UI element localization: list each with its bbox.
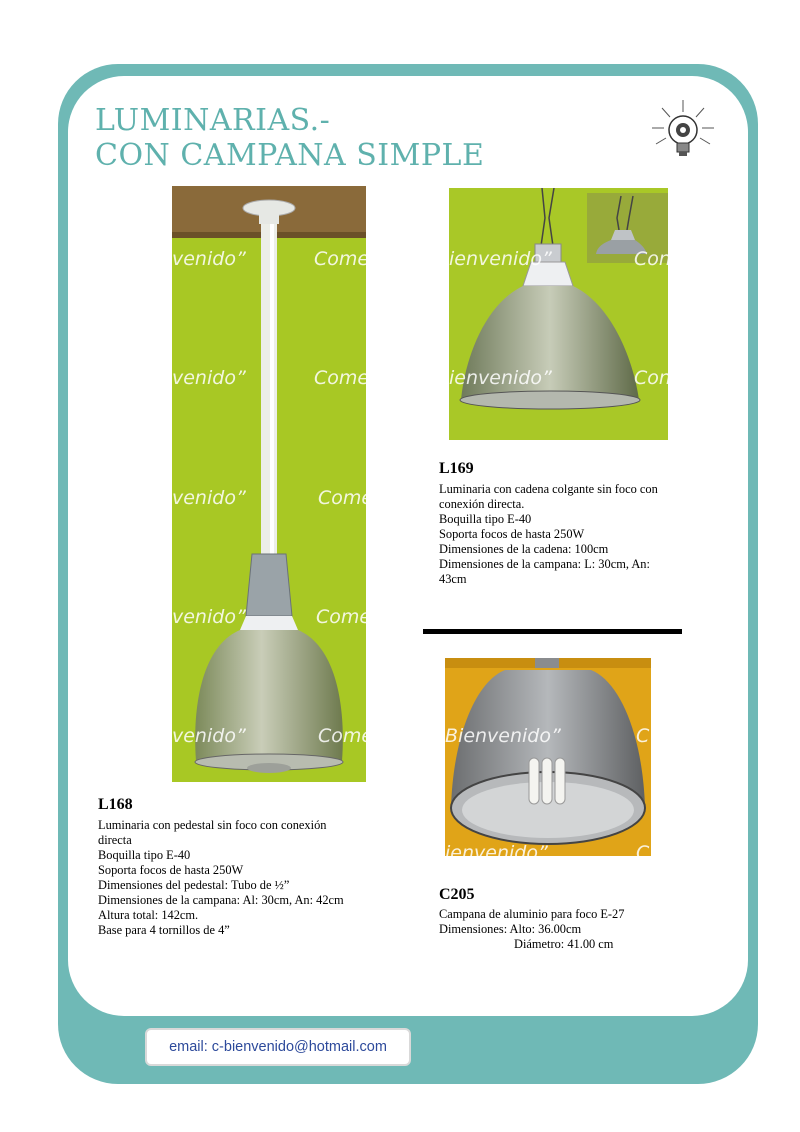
section-divider (423, 629, 682, 634)
product-code-c205: C205 (439, 886, 475, 903)
product-code-l169: L169 (439, 460, 474, 477)
product-photo-c205 (445, 658, 651, 856)
product-code-l168: L168 (98, 796, 133, 813)
product-description-c205: Campana de aluminio para foco E-27 Dimensiones: Alto: 36.00cm Diámetro: 41.00 cm (439, 907, 625, 951)
product-description-l168: Luminaria con pedestal sin foco con conexión directa Boquilla tipo E-40 Soporta focos de hasta 250W Dimensiones del pedestal: Tubo de ½” Dimensiones de la campana: Al: 30cm, An: 42cm Altura total: 142cm. Base para 4 tornillos de 4” (98, 818, 344, 937)
email-contact-text[interactable]: email: c-bienvenido@hotmail.com (169, 1039, 387, 1055)
page-title-line1: LUMINARIAS.- (95, 103, 331, 138)
product-photo-l168 (172, 186, 366, 782)
product-photo-l169 (449, 188, 668, 440)
product-description-l169: Luminaria con cadena colgante sin foco con conexión directa. Boquilla tipo E-40 Soporta focos de hasta 250W Dimensiones de la cadena: 100cm Dimensiones de la campana: L: 30cm, An: 43cm (439, 482, 658, 586)
light-bulb-icon (650, 98, 716, 168)
page-title-line2: CON CAMPANA SIMPLE (95, 138, 485, 173)
email-contact-box[interactable] (145, 1028, 411, 1066)
